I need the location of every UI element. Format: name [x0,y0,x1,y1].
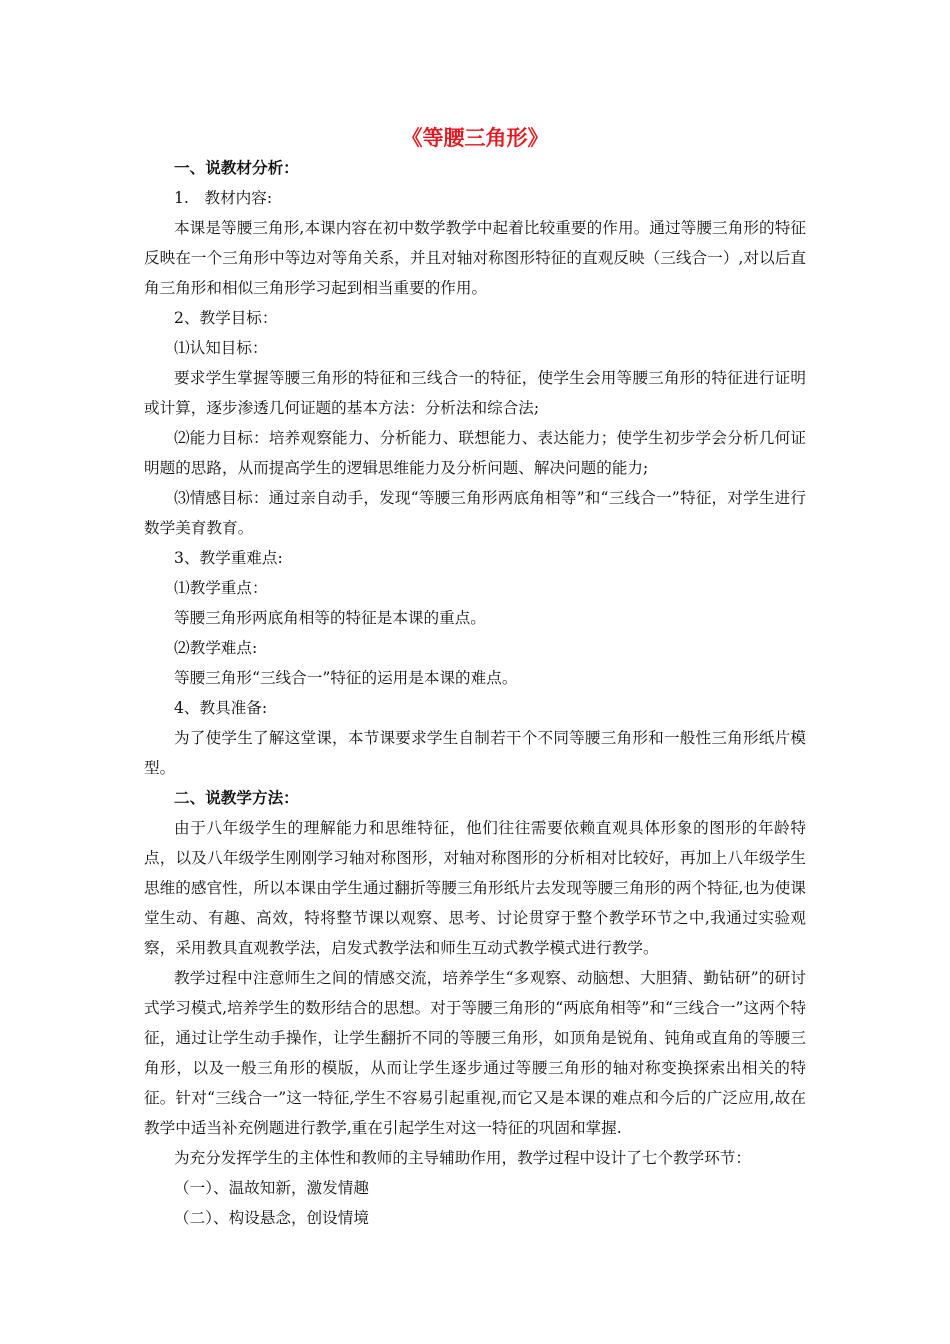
section-heading: 二、说教学方法： [174,788,299,807]
paragraph: （一）、温故知新，激发情趣 [174,1179,369,1197]
paragraph: 4、教具准备: [174,699,268,717]
paragraph: ⑴教学重点： [174,579,268,597]
document-title: 《等腰三角形》 [401,125,549,150]
paragraph: ⑵能力目标：培养观察能力、分析能力、联想能力、表达能力；使学生初步学会分析几何证明题的思路，从而提高学生的逻辑思维能力及分析问题、解决问题的能力; [144,429,806,477]
paragraph: 本课是等腰三角形,本课内容在初中数学教学中起着比较重要的作用。通过等腰三角形的特征反映在一个三角形中等边对等角关系，并且对轴对称图形特征的直观反映（三线合一）,对以后直角三角形和相似三角形学习起到相当重要的作用。 [144,219,806,297]
paragraph: ⑶情感目标：通过亲自动手，发现“等腰三角形两底角相等”和“三线合一”特征，对学生进行数学美育教育。 [144,489,806,537]
paragraph: 等腰三角形“三线合一”特征的运用是本课的难点。 [174,669,518,687]
paragraph: （二）、构设悬念，创设情境 [174,1209,369,1227]
paragraph: 由于八年级学生的理解能力和思维特征，他们往往需要依赖直观具体形象的图形的年龄特点，以及八年级学生刚刚学习轴对称图形，对轴对称图形的分析相对比较好，再加上八年级学生思维的感官性，所以本课由学生通过翻折等腰三角形纸片去发现等腰三角形的两个特征,也为使课堂生动、有趣、高效，特将整节课以观察、思考、讨论贯穿于整个教学环节之中,我通过实验观察，采用教具直观教学法，启发式教学法和师生互动式教学模式进行教学。 [144,819,806,957]
paragraph: 教学过程中注意师生之间的情感交流，培养学生“多观察、动脑想、大胆猜、勤钻研”的研讨式学习模式,培养学生的数形结合的思想。对于等腰三角形的“两底角相等”和“三线合一”这两个特征，通过让学生动手操作，让学生翻折不同的等腰三角形，如顶角是锐角、钝角或直角的等腰三角形，以及一般三角形的模版，从而让学生逐步通过等腰三角形的轴对称变换探索出相关的特征。针对“三线合一”这一特征,学生不容易引起重视,而它又是本课的难点和今后的广泛应用,故在教学中适当补充例题进行教学,重在引起学生对这一特征的巩固和掌握. [144,969,806,1137]
paragraph: 3、教学重难点: [174,549,283,567]
paragraph: 要求学生掌握等腰三角形的特征和三线合一的特征，使学生会用等腰三角形的特征进行证明或计算，逐步渗透几何证题的基本方法：分析法和综合法; [144,369,806,417]
paragraph: ⑵教学难点: [174,639,258,657]
paragraph: 1. 教材内容: [174,189,273,207]
paragraph: 等腰三角形两底角相等的特征是本课的重点。 [174,609,486,627]
paragraph: 为充分发挥学生的主体性和教师的主导辅助作用，教学过程中设计了七个教学环节： [174,1149,751,1167]
document-body [144,153,806,1233]
paragraph: 为了使学生了解这堂课，本节课要求学生自制若干个不同等腰三角形和一般性三角形纸片模型。 [144,729,806,777]
section-heading: 一、说教材分析： [174,158,299,177]
paragraph: ⑴认知目标： [174,339,268,357]
paragraph: 2、教学目标： [174,309,278,327]
